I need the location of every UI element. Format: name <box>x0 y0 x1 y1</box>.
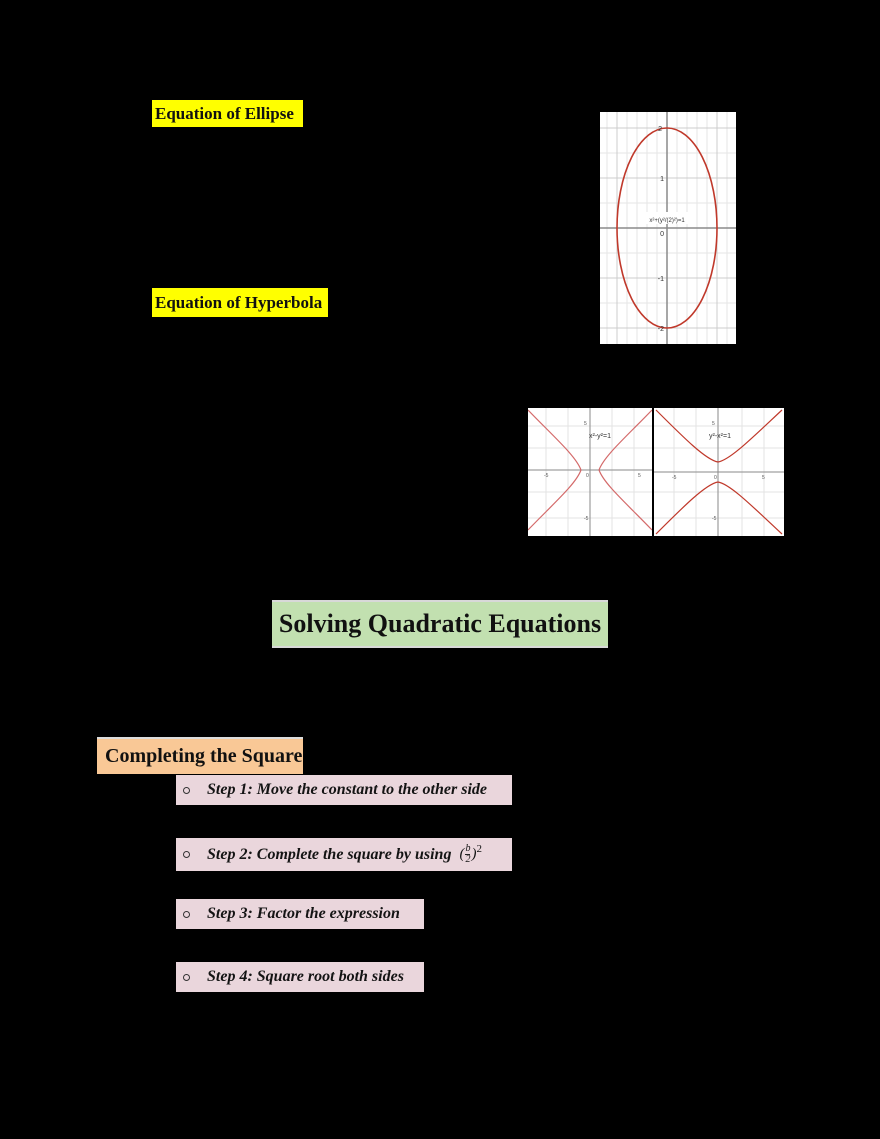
svg-text:5: 5 <box>584 421 587 427</box>
svg-text:5: 5 <box>712 421 715 427</box>
step-3 <box>176 899 424 929</box>
svg-text:-5: -5 <box>584 516 589 522</box>
ellipse-graph <box>600 112 736 344</box>
bullet-circle-icon <box>183 787 190 794</box>
svg-text:1: 1 <box>660 176 664 183</box>
hyperbola-heading: Equation of Hyperbola <box>152 288 328 317</box>
svg-text:-5: -5 <box>672 475 677 481</box>
bullet-circle-icon <box>183 974 190 981</box>
svg-text:-5: -5 <box>544 473 549 479</box>
ellipse-heading: Equation of Ellipse <box>152 100 303 127</box>
ellipse-plot <box>600 112 736 344</box>
step-4 <box>176 962 424 992</box>
svg-text:-1: -1 <box>657 276 664 283</box>
svg-text:2: 2 <box>658 126 662 133</box>
bullet-circle-icon <box>183 851 190 858</box>
bullet-circle-icon <box>183 911 190 918</box>
svg-text:0: 0 <box>586 473 589 479</box>
step-1 <box>176 775 512 805</box>
hyperbola-graph-vertical <box>654 408 784 536</box>
svg-text:0: 0 <box>714 475 717 481</box>
step-4-label: Step 4: Square root both sides <box>207 968 404 985</box>
svg-text:5: 5 <box>762 475 765 481</box>
svg-text:0: 0 <box>660 231 664 238</box>
step-2 <box>176 838 512 871</box>
svg-text:-2: -2 <box>657 326 664 333</box>
page-title: Solving Quadratic Equations <box>272 600 608 648</box>
step-1-label: Step 1: Move the constant to the other side <box>207 781 487 798</box>
ellipse-equation-label: x²+(y²/(2)²)=1 <box>649 218 685 224</box>
hyperbola-graph-horizontal <box>528 408 652 536</box>
b-over-2-squared-formula: ( b 2 ) $^2$ <box>459 842 482 865</box>
svg-text:-5: -5 <box>712 516 717 522</box>
svg-text:5: 5 <box>638 473 641 479</box>
completing-the-square-heading: Completing the Square <box>97 737 303 774</box>
step-2-label: Step 2: Complete the square by using <box>207 845 452 863</box>
step-3-label: Step 3: Factor the expression <box>207 905 400 922</box>
hyperbola-2-equation-label: y²-x²=1 <box>709 433 731 440</box>
hyperbola-1-equation-label: x²-y²=1 <box>589 433 611 440</box>
